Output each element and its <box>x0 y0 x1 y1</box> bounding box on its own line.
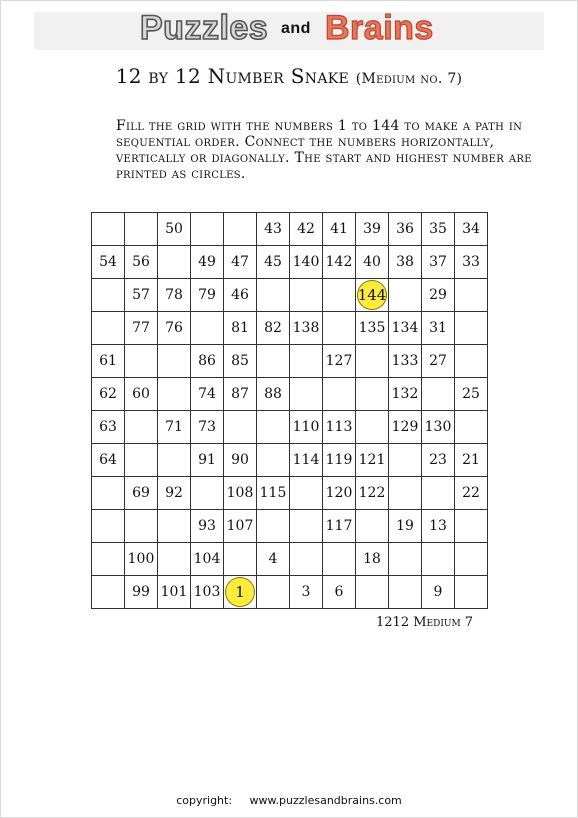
puzzle-grid <box>91 212 488 609</box>
grid-cell[interactable] <box>257 411 290 444</box>
cell-number: 35 <box>429 221 447 237</box>
grid-cell[interactable] <box>158 246 191 279</box>
grid-cell[interactable] <box>191 411 224 444</box>
cell-number: 121 <box>358 452 386 468</box>
cell-number: 63 <box>99 419 117 435</box>
logo-puzzles: Puzzles <box>140 9 269 47</box>
grid-cell[interactable] <box>224 576 257 609</box>
grid-cell[interactable] <box>422 312 455 345</box>
grid-cell[interactable] <box>389 510 422 543</box>
grid-cell[interactable] <box>191 378 224 411</box>
title-sub: (Medium no. 7) <box>355 71 463 87</box>
grid-cell[interactable] <box>422 510 455 543</box>
cell-number: 6 <box>334 584 344 600</box>
grid-cell[interactable] <box>92 444 125 477</box>
grid-cell[interactable] <box>224 312 257 345</box>
grid-cell[interactable] <box>158 411 191 444</box>
cell-number: 119 <box>325 452 353 468</box>
grid-cell[interactable] <box>290 279 323 312</box>
grid-cell[interactable] <box>356 444 389 477</box>
grid-cell[interactable] <box>422 444 455 477</box>
grid-cell[interactable] <box>389 576 422 609</box>
grid-cell[interactable] <box>323 246 356 279</box>
grid-cell[interactable] <box>323 312 356 345</box>
grid-cell[interactable] <box>158 444 191 477</box>
grid-cell[interactable] <box>92 246 125 279</box>
grid-cell[interactable] <box>158 576 191 609</box>
grid-cell[interactable] <box>356 510 389 543</box>
grid-cell[interactable] <box>158 477 191 510</box>
grid-cell[interactable] <box>224 246 257 279</box>
cell-number: 43 <box>264 221 282 237</box>
grid-cell[interactable] <box>125 543 158 576</box>
cell-number: 129 <box>391 419 419 435</box>
grid-cell[interactable] <box>455 312 488 345</box>
grid-cell[interactable] <box>290 378 323 411</box>
grid-cell[interactable] <box>125 411 158 444</box>
cell-number: 114 <box>292 452 320 468</box>
cell-number: 86 <box>198 353 216 369</box>
grid-cell[interactable] <box>455 246 488 279</box>
grid-cell[interactable] <box>158 213 191 246</box>
grid-cell[interactable] <box>455 378 488 411</box>
cell-number: 117 <box>325 518 353 534</box>
grid-cell[interactable] <box>422 543 455 576</box>
grid-cell[interactable] <box>323 576 356 609</box>
cell-number: 85 <box>231 353 249 369</box>
cell-number: 100 <box>127 551 155 567</box>
grid-cell[interactable] <box>356 543 389 576</box>
grid-cell[interactable] <box>125 510 158 543</box>
grid-cell[interactable] <box>389 543 422 576</box>
grid-cell[interactable] <box>323 477 356 510</box>
cell-number: 76 <box>165 320 183 336</box>
grid-cell[interactable] <box>356 279 389 312</box>
grid-cell[interactable] <box>422 279 455 312</box>
grid-cell[interactable] <box>422 378 455 411</box>
grid-cell[interactable] <box>455 345 488 378</box>
cell-number: 79 <box>198 287 216 303</box>
grid-cell[interactable] <box>191 246 224 279</box>
copyright-url[interactable]: www.puzzlesandbrains.com <box>249 794 402 807</box>
cell-number: 62 <box>99 386 117 402</box>
cell-number: 87 <box>231 386 249 402</box>
cell-number: 108 <box>226 485 254 501</box>
grid-cell[interactable] <box>455 279 488 312</box>
grid-cell[interactable] <box>455 411 488 444</box>
grid-cell[interactable] <box>290 543 323 576</box>
cell-number: 91 <box>198 452 216 468</box>
cell-number: 37 <box>429 254 447 270</box>
grid-cell[interactable] <box>191 576 224 609</box>
grid-cell[interactable] <box>455 477 488 510</box>
instructions: Fill the grid with the numbers 1 to 144 to make a path in sequential order. Connect the numbers horizontally, vertically or diagonally. The start and highest number are printed as circles. <box>116 118 532 182</box>
cell-number: 69 <box>132 485 150 501</box>
cell-number: 56 <box>132 254 150 270</box>
grid-cell[interactable] <box>257 279 290 312</box>
grid-cell[interactable] <box>323 345 356 378</box>
grid-cell[interactable] <box>125 246 158 279</box>
cell-number: 39 <box>363 221 381 237</box>
grid-cell[interactable] <box>389 213 422 246</box>
grid-cell[interactable] <box>257 477 290 510</box>
copyright-label: copyright: <box>176 794 233 807</box>
cell-number: 31 <box>429 320 447 336</box>
cell-number: 41 <box>330 221 348 237</box>
cell-number: 61 <box>99 353 117 369</box>
grid-cell[interactable] <box>257 345 290 378</box>
title-main: 12 by 12 Number Snake <box>115 64 350 88</box>
grid-cell[interactable] <box>191 345 224 378</box>
grid-cell[interactable] <box>389 378 422 411</box>
grid-cell[interactable] <box>356 312 389 345</box>
grid-cell[interactable] <box>323 213 356 246</box>
cell-number: 135 <box>358 320 386 336</box>
grid-cell[interactable] <box>257 246 290 279</box>
grid-cell[interactable] <box>158 378 191 411</box>
grid-cell[interactable] <box>356 411 389 444</box>
cell-number: 33 <box>462 254 480 270</box>
cell-number: 71 <box>165 419 183 435</box>
grid-cell[interactable] <box>389 345 422 378</box>
cell-number: 18 <box>363 551 381 567</box>
grid-cell[interactable] <box>257 510 290 543</box>
grid-cell[interactable] <box>158 543 191 576</box>
cell-number: 77 <box>132 320 150 336</box>
grid-cell[interactable] <box>290 411 323 444</box>
grid-cell[interactable] <box>158 312 191 345</box>
cell-number: 78 <box>165 287 183 303</box>
grid-cell[interactable] <box>92 576 125 609</box>
grid-cell[interactable] <box>257 378 290 411</box>
grid-cell[interactable] <box>455 543 488 576</box>
grid-cell[interactable] <box>92 312 125 345</box>
grid-cell[interactable] <box>455 576 488 609</box>
cell-number: 142 <box>325 254 353 270</box>
cell-number: 81 <box>231 320 249 336</box>
puzzle-id: 1212 Medium 7 <box>376 615 474 630</box>
cell-number: 74 <box>198 386 216 402</box>
grid-cell[interactable] <box>224 279 257 312</box>
grid-cell[interactable] <box>356 345 389 378</box>
cell-number: 110 <box>292 419 320 435</box>
grid-cell[interactable] <box>455 510 488 543</box>
cell-number: 101 <box>160 584 188 600</box>
cell-number: 38 <box>396 254 414 270</box>
grid-cell[interactable] <box>125 312 158 345</box>
cell-number: 140 <box>292 254 320 270</box>
copyright-footer <box>0 794 578 807</box>
grid-cell[interactable] <box>224 477 257 510</box>
grid-cell[interactable] <box>224 213 257 246</box>
grid-cell[interactable] <box>92 213 125 246</box>
grid-cell[interactable] <box>92 345 125 378</box>
grid-cell[interactable] <box>125 576 158 609</box>
grid-cell[interactable] <box>92 378 125 411</box>
cell-number: 115 <box>259 485 287 501</box>
grid-cell[interactable] <box>389 246 422 279</box>
grid-cell[interactable] <box>191 213 224 246</box>
grid-cell[interactable] <box>323 510 356 543</box>
cell-number: 64 <box>99 452 117 468</box>
cell-number: 45 <box>264 254 282 270</box>
cell-number: 60 <box>132 386 150 402</box>
grid-cell[interactable] <box>290 213 323 246</box>
cell-number: 29 <box>429 287 447 303</box>
cell-number: 54 <box>99 254 117 270</box>
grid-cell[interactable] <box>125 444 158 477</box>
cell-number: 40 <box>363 254 381 270</box>
grid-cell[interactable] <box>422 411 455 444</box>
logo-brains: Brains <box>325 9 434 47</box>
cell-number: 57 <box>132 287 150 303</box>
grid-cell[interactable] <box>191 543 224 576</box>
grid-cell[interactable] <box>323 444 356 477</box>
grid-cell[interactable] <box>257 576 290 609</box>
grid-cell[interactable] <box>92 543 125 576</box>
grid-cell[interactable] <box>191 477 224 510</box>
grid-cell[interactable] <box>455 444 488 477</box>
grid-cell[interactable] <box>290 345 323 378</box>
grid-cell[interactable] <box>389 477 422 510</box>
cell-number: 90 <box>231 452 249 468</box>
cell-number: 27 <box>429 353 447 369</box>
cell-number: 42 <box>297 221 315 237</box>
grid-cell[interactable] <box>158 345 191 378</box>
grid-cell[interactable] <box>422 345 455 378</box>
cell-number: 138 <box>292 320 320 336</box>
grid-cell[interactable] <box>290 477 323 510</box>
grid-cell[interactable] <box>290 510 323 543</box>
grid-cell[interactable] <box>158 279 191 312</box>
cell-number: 130 <box>424 419 452 435</box>
cell-number: 88 <box>264 386 282 402</box>
grid-cell[interactable] <box>422 213 455 246</box>
grid-cell[interactable] <box>92 477 125 510</box>
grid-cell[interactable] <box>224 444 257 477</box>
cell-number: 133 <box>391 353 419 369</box>
grid-cell[interactable] <box>389 279 422 312</box>
grid-cell[interactable] <box>92 411 125 444</box>
grid-cell[interactable] <box>191 312 224 345</box>
logo-and: and <box>281 20 311 37</box>
cell-number: 113 <box>325 419 353 435</box>
grid-cell[interactable] <box>224 543 257 576</box>
grid-cell[interactable] <box>158 510 191 543</box>
grid-cell[interactable] <box>257 312 290 345</box>
grid-cell[interactable] <box>422 576 455 609</box>
cell-number: 99 <box>132 584 150 600</box>
grid-cell[interactable] <box>356 477 389 510</box>
cell-number: 19 <box>396 518 414 534</box>
grid-cell[interactable] <box>125 213 158 246</box>
cell-number: 25 <box>462 386 480 402</box>
grid-cell[interactable] <box>191 444 224 477</box>
grid-cell[interactable] <box>125 477 158 510</box>
cell-number: 120 <box>325 485 353 501</box>
grid-cell[interactable] <box>92 279 125 312</box>
grid-cell[interactable] <box>125 378 158 411</box>
cell-number: 93 <box>198 518 216 534</box>
grid-cell[interactable] <box>422 246 455 279</box>
grid-cell[interactable] <box>455 213 488 246</box>
cell-number: 82 <box>264 320 282 336</box>
cell-number: 107 <box>226 518 254 534</box>
grid-cell[interactable] <box>389 444 422 477</box>
grid-cell[interactable] <box>224 510 257 543</box>
grid-cell[interactable] <box>92 510 125 543</box>
grid-cell[interactable] <box>323 279 356 312</box>
cell-number: 21 <box>462 452 480 468</box>
cell-number: 36 <box>396 221 414 237</box>
cell-number: 9 <box>433 584 443 600</box>
cell-number: 23 <box>429 452 447 468</box>
grid-cell[interactable] <box>257 213 290 246</box>
grid-cell[interactable] <box>125 345 158 378</box>
grid-cell[interactable] <box>323 378 356 411</box>
grid-cell[interactable] <box>290 444 323 477</box>
grid-cell[interactable] <box>356 213 389 246</box>
cell-number: 50 <box>165 221 183 237</box>
cell-number: 13 <box>429 518 447 534</box>
grid-cell[interactable] <box>224 411 257 444</box>
grid-cell[interactable] <box>224 345 257 378</box>
cell-number: 134 <box>391 320 419 336</box>
grid-cell[interactable] <box>356 246 389 279</box>
cell-number: 92 <box>165 485 183 501</box>
grid-cell[interactable] <box>224 378 257 411</box>
grid-cell[interactable] <box>257 444 290 477</box>
cell-number: 47 <box>231 254 249 270</box>
grid-cell[interactable] <box>389 411 422 444</box>
cell-number: 73 <box>198 419 216 435</box>
cell-number: 132 <box>391 386 419 402</box>
cell-number: 103 <box>193 584 221 600</box>
grid-cell[interactable] <box>290 576 323 609</box>
grid-cell[interactable] <box>257 543 290 576</box>
grid-cell[interactable] <box>323 543 356 576</box>
cell-number: 4 <box>268 551 278 567</box>
grid-cell[interactable] <box>290 246 323 279</box>
grid-cell[interactable] <box>356 576 389 609</box>
cell-number: 3 <box>301 584 311 600</box>
cell-number: 34 <box>462 221 480 237</box>
cell-number: 127 <box>325 353 353 369</box>
grid-cell[interactable] <box>356 378 389 411</box>
grid-cell[interactable] <box>422 477 455 510</box>
grid-cell[interactable] <box>125 279 158 312</box>
cell-number: 144 <box>357 280 387 310</box>
grid-cell[interactable] <box>389 312 422 345</box>
cell-number: 104 <box>193 551 221 567</box>
grid-cell[interactable] <box>290 312 323 345</box>
cell-number: 49 <box>198 254 216 270</box>
grid-cell[interactable] <box>191 510 224 543</box>
cell-number: 122 <box>358 485 386 501</box>
grid-cell[interactable] <box>191 279 224 312</box>
cell-number: 1 <box>225 577 255 607</box>
cell-number: 46 <box>231 287 249 303</box>
page-title <box>0 64 578 88</box>
cell-number: 22 <box>462 485 480 501</box>
grid-cell[interactable] <box>323 411 356 444</box>
